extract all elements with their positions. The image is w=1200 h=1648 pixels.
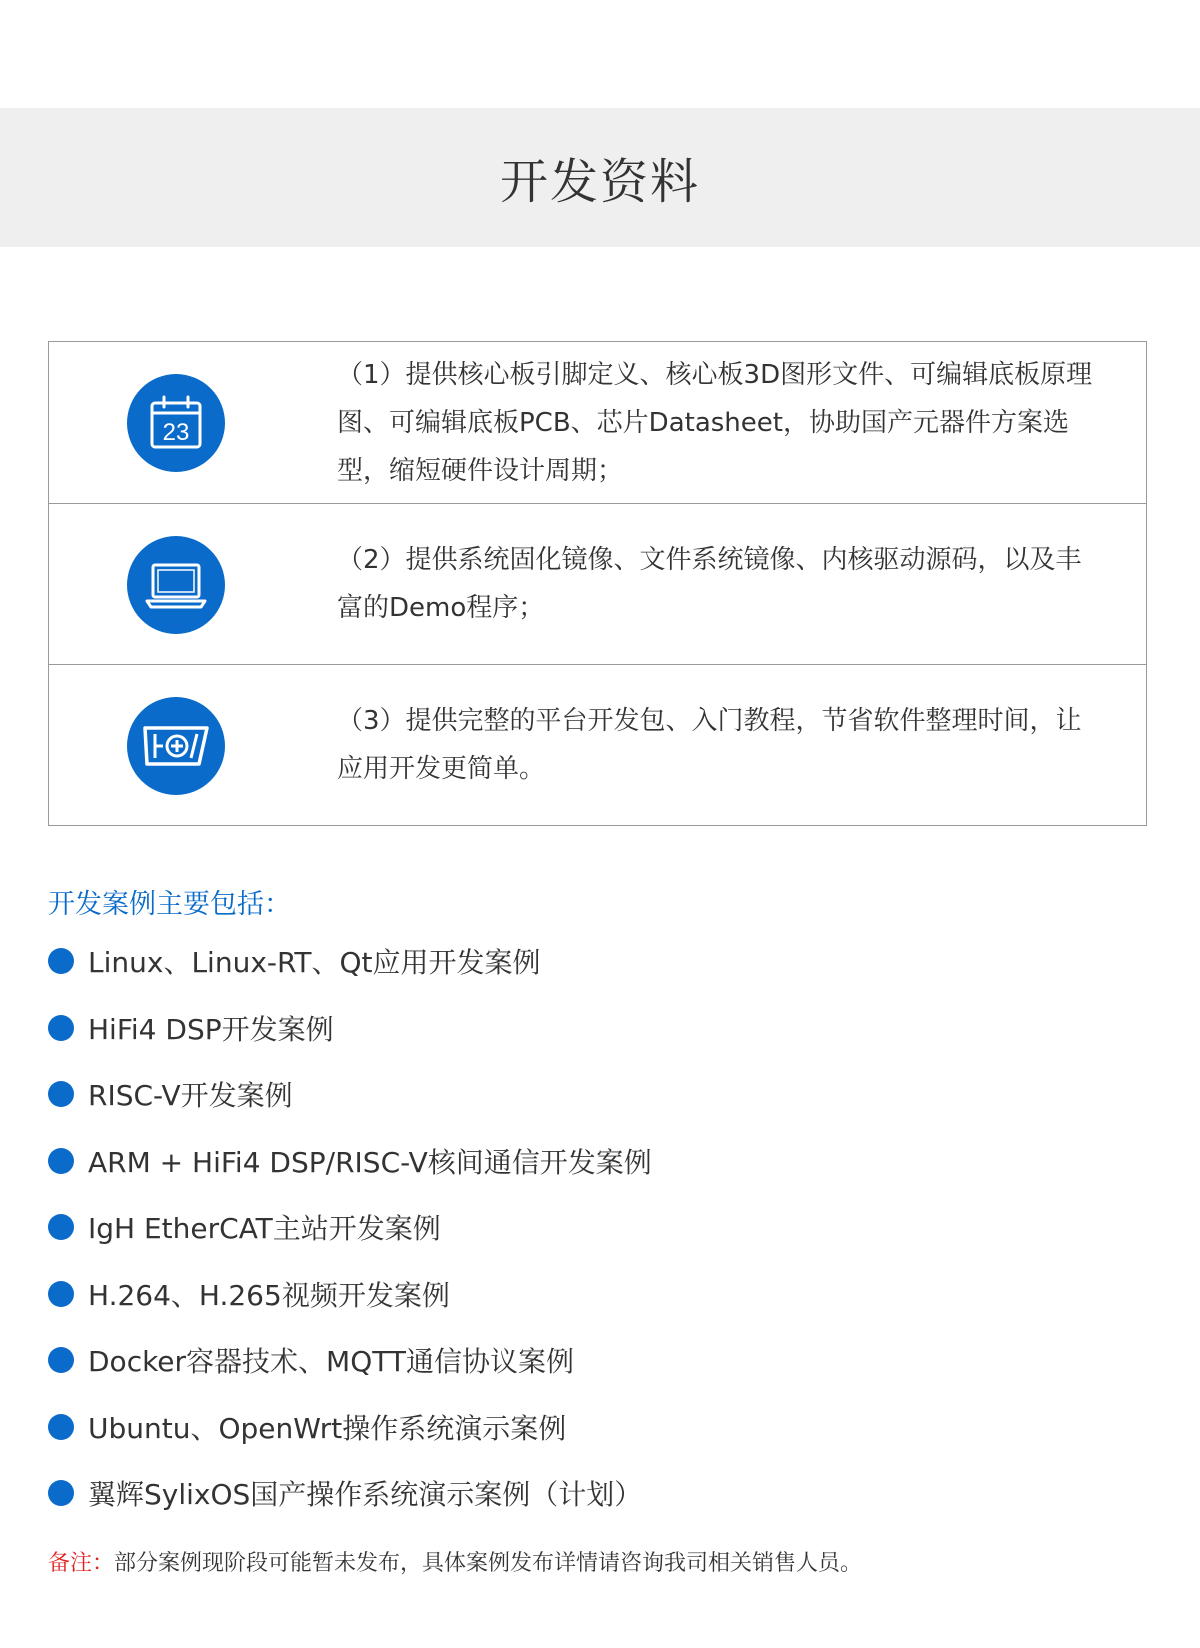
list-item (48, 1261, 1148, 1328)
case-label: HiFi4 DSP开发案例 (88, 1012, 334, 1046)
list-item (48, 1394, 1148, 1461)
footnote (48, 1546, 862, 1577)
header-band (0, 108, 1200, 247)
list-item (48, 1128, 1148, 1195)
list-item (48, 928, 1148, 995)
case-label: Linux、Linux-RT、Qt应用开发案例 (88, 946, 541, 980)
bullet-dot-icon (48, 1281, 74, 1307)
board-package-icon (127, 697, 225, 795)
feature-row-3 (49, 664, 1146, 825)
case-label: H.264、H.265视频开发案例 (88, 1278, 450, 1312)
feature-text-2 (337, 504, 1097, 664)
list-item (48, 1194, 1148, 1261)
case-label: Ubuntu、OpenWrt操作系统演示案例 (88, 1411, 567, 1445)
cases-list (48, 928, 1148, 1527)
bullet-dot-icon (48, 1148, 74, 1174)
case-label: RISC-V开发案例 (88, 1079, 293, 1113)
case-label: IgH EtherCAT主站开发案例 (88, 1212, 441, 1246)
feature-text-3-content: （3）提供完整的平台开发包、入门教程，节省软件整理时间，让应用开发更简单。 (337, 706, 1082, 784)
case-label: Docker容器技术、MQTT通信协议案例 (88, 1345, 574, 1379)
feature-table (48, 341, 1147, 826)
feature-text-1 (337, 342, 1097, 503)
case-label: 翼辉SylixOS国产操作系统演示案例（计划） (88, 1478, 643, 1512)
feature-row-2 (49, 503, 1146, 664)
list-item (48, 1460, 1148, 1527)
page-title: 开发资料 (499, 154, 700, 210)
feature-text-1-content: （1）提供核心板引脚定义、核心板3D图形文件、可编辑底板原理图、可编辑底板PCB、芯片Datasheet，协助国产元器件方案选型，缩短硬件设计周期； (337, 359, 1093, 486)
bullet-dot-icon (48, 1015, 74, 1041)
footnote-label: 备注： (48, 1551, 115, 1576)
footnote-text: 部分案例现阶段可能暂未发布，具体案例发布详情请咨询我司相关销售人员。 (114, 1551, 863, 1576)
list-item (48, 1061, 1148, 1128)
list-item (48, 1327, 1148, 1394)
feature-text-2-content: （2）提供系统固化镜像、文件系统镜像、内核驱动源码，以及丰富的Demo程序； (337, 545, 1082, 623)
bullet-dot-icon (48, 1414, 74, 1440)
case-label: ARM + HiFi4 DSP/RISC-V核间通信开发案例 (88, 1145, 652, 1179)
list-item (48, 995, 1148, 1062)
cases-heading: 开发案例主要包括： (48, 889, 291, 920)
feature-text-3 (337, 665, 1097, 825)
bullet-dot-icon (48, 1081, 74, 1107)
bullet-dot-icon (48, 1480, 74, 1506)
feature-row-1 (49, 342, 1146, 503)
calendar-icon-number: 23 (162, 419, 190, 446)
bullet-dot-icon (48, 1347, 74, 1373)
calendar-icon (127, 374, 225, 472)
bullet-dot-icon (48, 1214, 74, 1240)
laptop-icon (127, 536, 225, 634)
bullet-dot-icon (48, 948, 74, 974)
